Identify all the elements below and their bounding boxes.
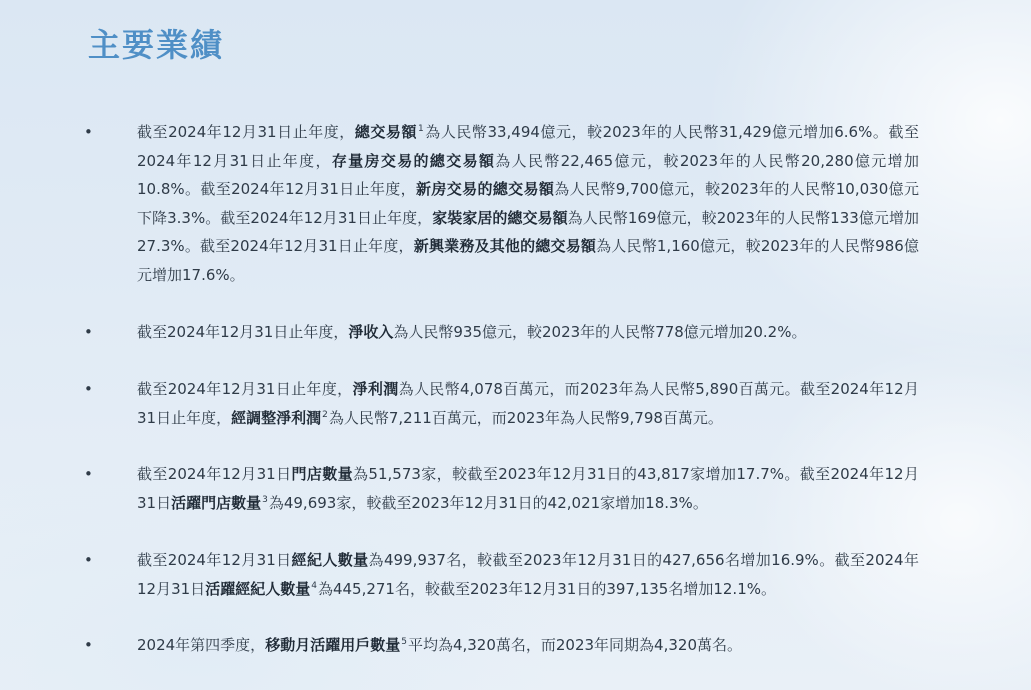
bold-term: 存量房交易的總交易額 (331, 151, 496, 170)
bold-term: 新房交易的總交易額 (416, 180, 555, 199)
text-run: 為499,937名，較截至2023年12月31日的427,656名增加16.9%。截至2024年12月31日 (137, 551, 919, 598)
highlight-paragraph (137, 460, 919, 517)
page-title: 主要業績 (88, 26, 225, 64)
bold-term: 經調整淨利潤 (231, 408, 322, 427)
text-run: 為人民幣4,078百萬元，而2023年為人民幣5,890百萬元。截至2024年12月31日止年度， (137, 380, 919, 427)
bullet-icon: • (84, 551, 93, 569)
bold-term: 家裝家居的總交易額 (432, 208, 568, 227)
bullet-icon: • (84, 636, 93, 654)
footnote-marker: 3 (262, 494, 268, 505)
text-run: 截至2024年12月31日止年度， (137, 323, 349, 341)
bold-term: 經紀人數量 (291, 551, 369, 569)
text-run: 為445,271名，較截至2023年12月31日的397,135名增加12.1%。 (317, 579, 776, 598)
text-run: 為人民幣1,160億元，較2023年的人民幣986億元增加17.6%。 (137, 237, 919, 284)
text-run: 截至2024年12月31日 (137, 551, 292, 569)
text-run: 2024年第四季度， (137, 636, 266, 654)
bold-term: 活躍經紀人數量 (205, 579, 311, 598)
footnote-marker: 2 (322, 409, 328, 420)
text-run: 截至2024年12月31日止年度， (137, 380, 353, 398)
bold-term: 門店數量 (291, 465, 354, 483)
bold-term: 總交易額 (354, 123, 418, 141)
footnote-marker: 1 (418, 124, 424, 134)
highlight-paragraph (137, 318, 919, 347)
text-run: 為人民幣7,211百萬元，而2023年為人民幣9,798百萬元。 (328, 408, 723, 427)
text-run: 為人民幣33,494億元，較2023年的人民幣31,429億元增加6.6%。截至2024年12月31日止年度， (137, 123, 919, 170)
text-run: 為人民幣9,700億元，較2023年的人民幣10,030億元下降3.3%。截至2024年12月31日止年度， (137, 180, 919, 227)
bold-term: 淨利潤 (352, 380, 399, 398)
text-run: 為人民幣22,465億元，較2023年的人民幣20,280億元增加10.8%。截至2024年12月31日止年度， (137, 151, 919, 199)
text-run: 為51,573家，較截至2023年12月31日的43,817家增加17.7%。截至2024年12月31日 (137, 465, 919, 512)
bullet-icon: • (84, 323, 93, 341)
bullet-icon: • (84, 465, 93, 483)
highlight-paragraph (137, 118, 919, 290)
bullet-icon: • (84, 380, 93, 398)
bold-term: 新興業務及其他的總交易額 (413, 237, 597, 256)
highlight-paragraph (137, 631, 919, 660)
bullet-icon: • (84, 123, 93, 141)
highlight-paragraph (137, 375, 919, 432)
text-run: 為49,693家，較截至2023年12月31日的42,021家增加18.3%。 (268, 493, 708, 512)
bold-term: 活躍門店數量 (171, 493, 262, 512)
highlight-paragraph (137, 546, 919, 603)
bold-term: 移動月活躍用戶數量 (265, 636, 401, 654)
text-run: 為人民幣169億元，較2023年的人民幣133億元增加27.3%。截至2024年12月31日止年度， (137, 208, 919, 256)
text-run: 為人民幣935億元，較2023年的人民幣778億元增加20.2%。 (393, 323, 807, 341)
bold-term: 淨收入 (348, 323, 394, 341)
footnote-marker: 5 (401, 637, 407, 647)
text-run: 截至2024年12月31日止年度， (137, 123, 355, 141)
text-run: 平均為4,320萬名，而2023年同期為4,320萬名。 (407, 636, 742, 654)
text-run: 截至2024年12月31日 (137, 465, 292, 483)
footnote-marker: 4 (311, 580, 317, 591)
